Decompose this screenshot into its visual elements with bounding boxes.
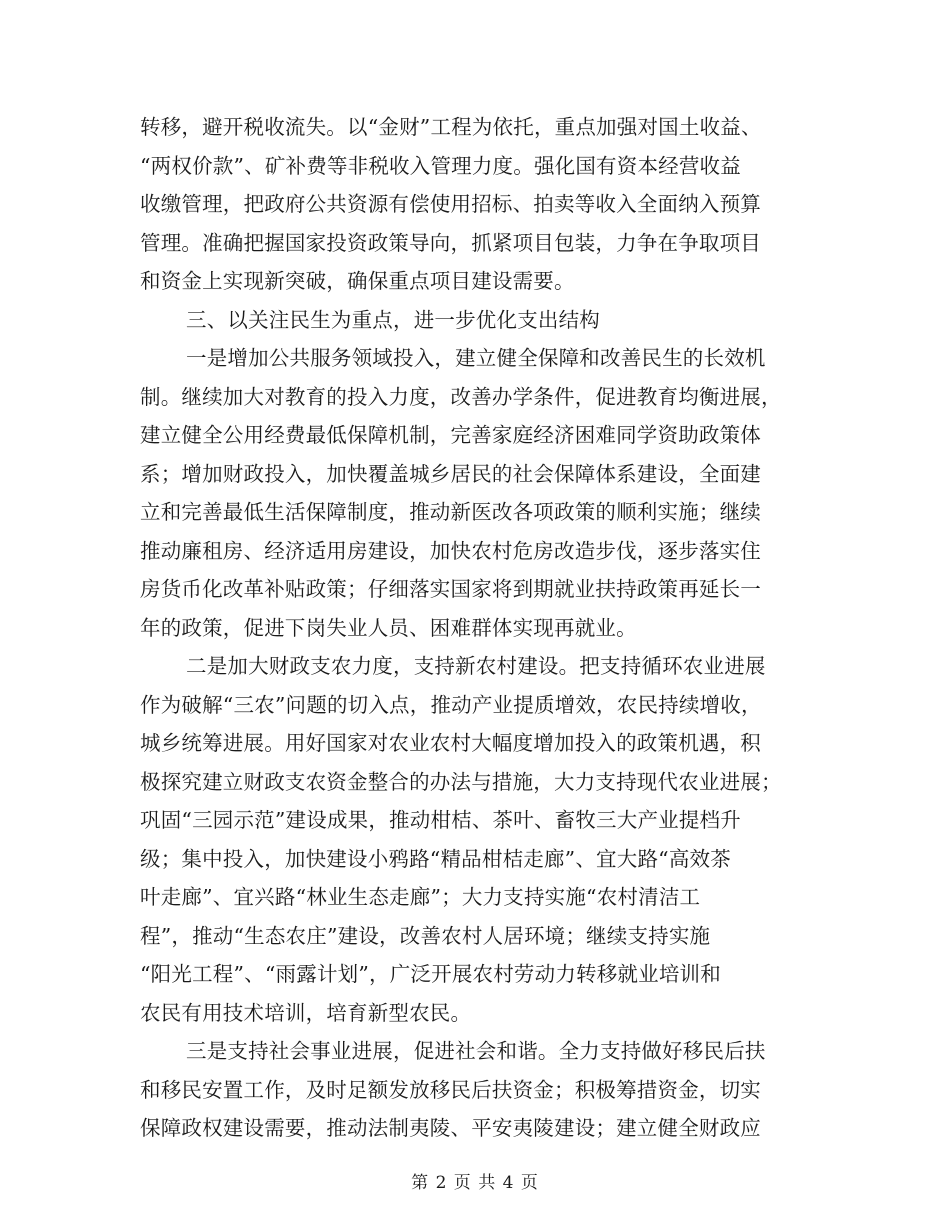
text-line: 农民有用技术培训，培育新型农民。 xyxy=(140,1000,472,1025)
text-line: 立和完善最低生活保障制度，推动新医改各项政策的顺利实施；继续 xyxy=(140,500,761,524)
text-line: 和移民安置工作，及时足额发放移民后扶资金；积极筹措资金，切实 xyxy=(140,1077,761,1102)
text-line: 推动廉租房、经济适用房建设，加快农村危房改造步伐，逐步落实住 xyxy=(140,538,761,563)
text-line: 保障政权建设需要，推动法制夷陵、平安夷陵建设；建立健全财政应 xyxy=(140,1116,761,1140)
paragraph-start-line: 二是加大财政支农力度，支持新农村建设。把支持循环农业进展 xyxy=(186,654,766,678)
text-line: 程”，推动“生态农庄”建设，改善农村人居环境；继续支持实施 xyxy=(140,923,711,948)
text-line: 管理。准确把握国家投资政策导向，抓紧项目包装，力争在争取项目 xyxy=(140,230,761,255)
text-line: 和资金上实现新突破，确保重点项目建设需要。 xyxy=(140,269,575,293)
text-line: 年的政策，促进下岗失业人员、困难群体实现再就业。 xyxy=(140,615,637,640)
text-line: “阳光工程”、“雨露计划”，广泛开展农村劳动力转移就业培训和 xyxy=(140,962,721,986)
text-line: 叶走廊”、宜兴路“林业生态走廊”；大力支持实施“农村清洁工 xyxy=(140,885,701,909)
text-line: 作为破解“三农”问题的切入点，推动产业提质增效，农民持续增收， xyxy=(140,692,762,717)
text-line: 转移，避开税收流失。以“金财”工程为依托，重点加强对国土收益、 xyxy=(140,115,762,139)
text-line: 收缴管理，把政府公共资源有偿使用招标、拍卖等收入全面纳入预算 xyxy=(140,192,761,216)
paragraph-start-line: 一是增加公共服务领域投入，建立健全保障和改善民生的长效机 xyxy=(186,346,766,370)
paragraph-start-line: 三是支持社会事业进展，促进社会和谐。全力支持做好移民后扶 xyxy=(186,1039,766,1063)
text-line: 极探究建立财政支农资金整合的办法与措施，大力支持现代农业进展； xyxy=(140,769,782,794)
text-line: 级；集中投入，加快建设小鸦路“精品柑桔走廊”、宜大路“高效茶 xyxy=(140,846,731,871)
document-body xyxy=(140,108,810,1148)
section-heading: 三、以关注民生为重点，进一步优化支出结构 xyxy=(186,307,600,332)
text-line: 建立健全公用经费最低保障机制，完善家庭经济困难同学资助政策体 xyxy=(140,423,761,447)
text-line: 制。继续加大对教育的投入力度，改善办学条件，促进教育均衡进展， xyxy=(140,384,782,409)
page-number-footer: 第 2 页 共 4 页 xyxy=(411,1173,539,1193)
text-line: “两权价款”、矿补费等非税收入管理力度。强化国有资本经营收益 xyxy=(140,153,741,178)
text-line: 房货币化改革补贴政策；仔细落实国家将到期就业扶持政策再延长一 xyxy=(140,577,761,601)
text-line: 巩固“三园示范”建设成果，推动柑桔、茶叶、畜牧三大产业提档升 xyxy=(140,808,741,832)
text-line: 城乡统筹进展。用好国家对农业农村大幅度增加投入的政策机遇，积 xyxy=(140,731,761,755)
text-line: 系；增加财政投入，加快覆盖城乡居民的社会保障体系建设，全面建 xyxy=(140,461,761,486)
